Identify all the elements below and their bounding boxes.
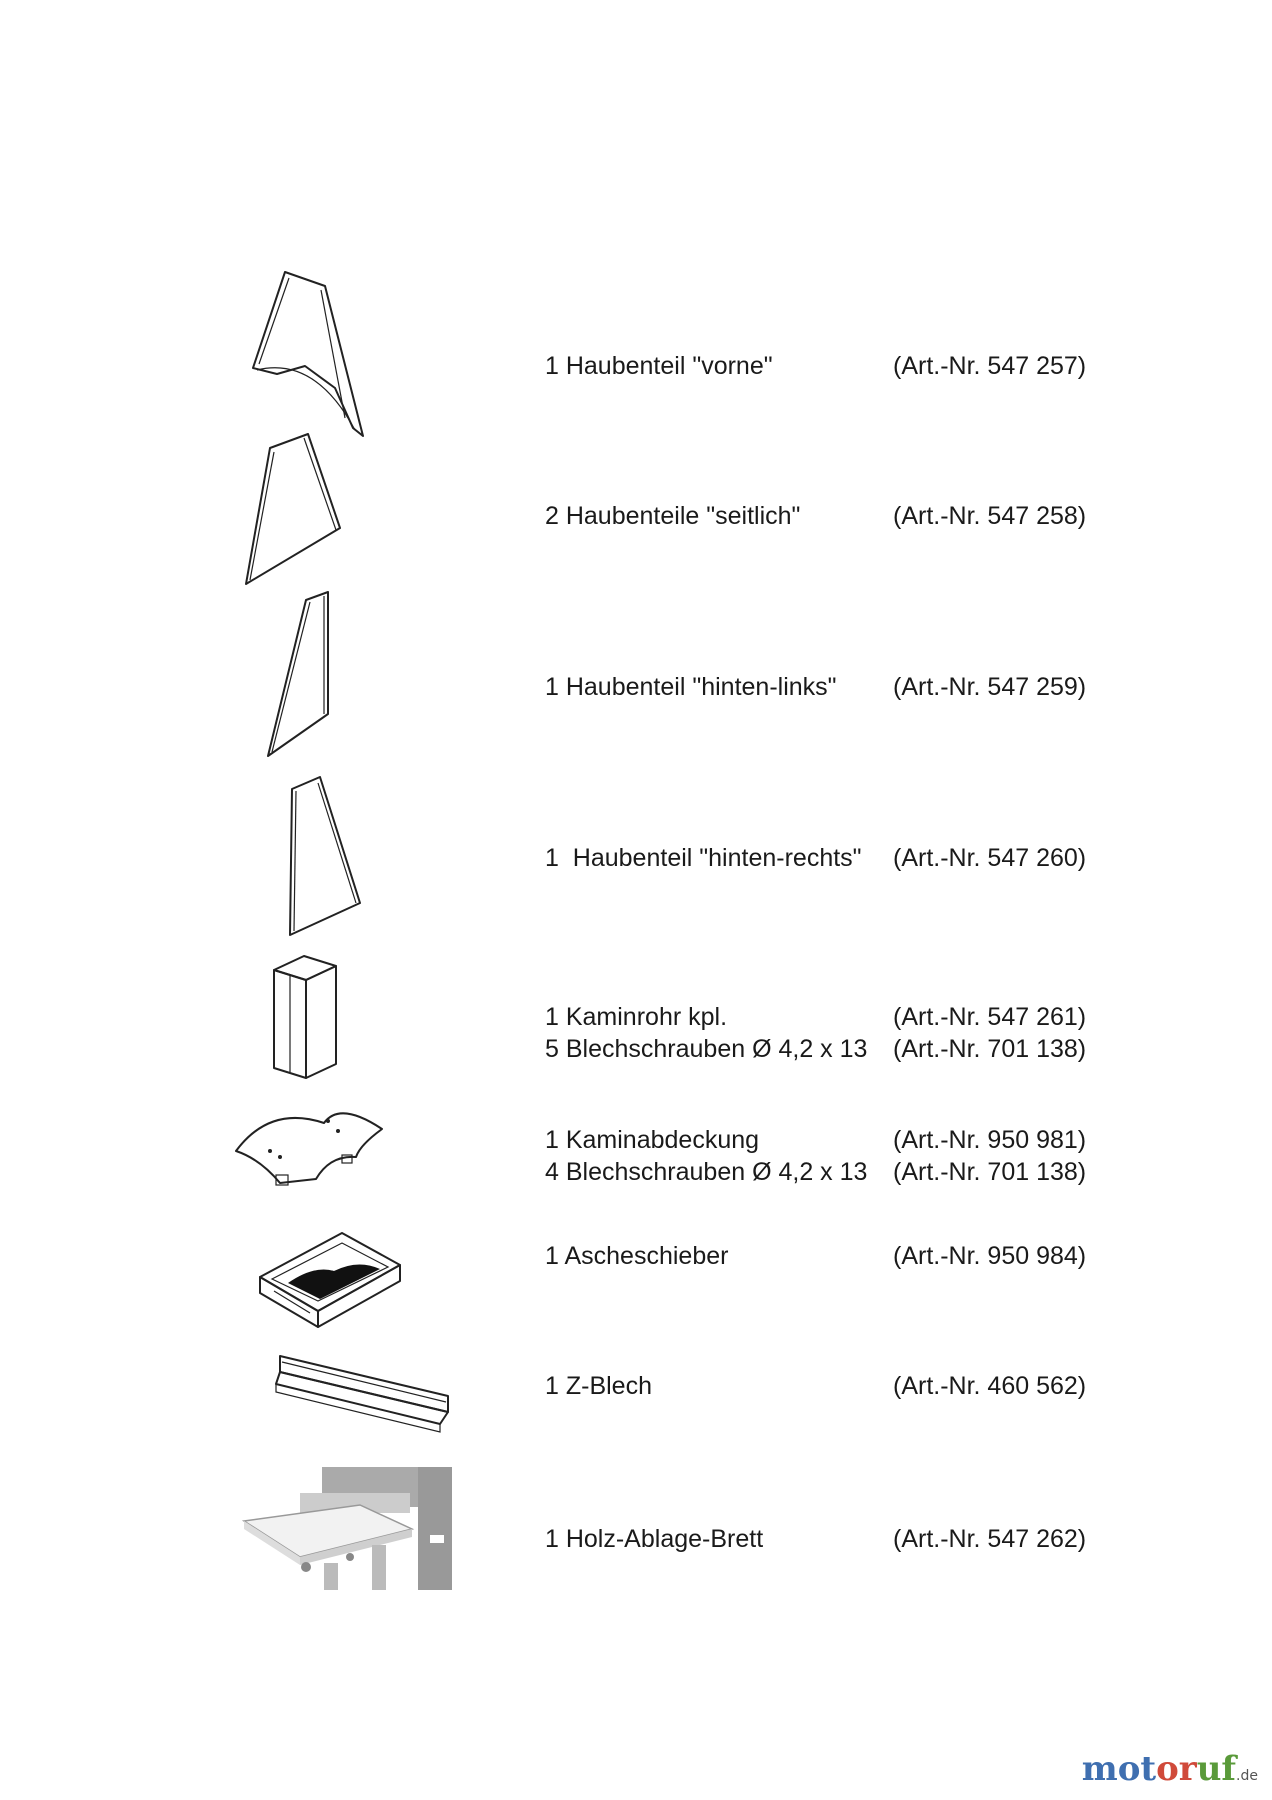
logo-part-1: mot — [1081, 1749, 1157, 1789]
part-desc: 1 Kaminabdeckung — [545, 1126, 760, 1154]
part-article-number: (Art.-Nr. 701 138) — [893, 1035, 1087, 1063]
haubenteil-vorne-illustration — [245, 268, 375, 443]
kaminabdeckung-illustration — [230, 1095, 390, 1195]
part-desc: 1 Ascheschieber — [545, 1242, 729, 1270]
kaminrohr-illustration — [268, 952, 343, 1082]
part-desc: 4 Blechschrauben Ø 4,2 x 13 — [545, 1158, 868, 1186]
ascheschieber-illustration — [254, 1225, 404, 1330]
part-article-number: (Art.-Nr. 547 260) — [893, 844, 1087, 872]
logo-tld: .de — [1236, 1768, 1258, 1784]
part-article-number: (Art.-Nr. 547 258) — [893, 502, 1087, 530]
motoruf-watermark-logo — [1082, 1749, 1258, 1796]
logo-part-3: uf — [1196, 1749, 1237, 1789]
part-article-number: (Art.-Nr. 460 562) — [893, 1372, 1087, 1400]
haubenteil-hinten-rechts-illustration — [282, 775, 367, 940]
part-desc: 1 Kaminrohr kpl. — [545, 1003, 728, 1031]
haubenteil-hinten-links-illustration — [262, 590, 337, 760]
part-article-number: (Art.-Nr. 701 138) — [893, 1158, 1087, 1186]
holz-ablage-brett-illustration — [240, 1465, 452, 1590]
part-desc: 1 Z-Blech — [545, 1372, 652, 1400]
part-article-number: (Art.-Nr. 547 259) — [893, 673, 1087, 701]
part-article-number: (Art.-Nr. 547 257) — [893, 352, 1087, 380]
part-article-number: (Art.-Nr. 950 981) — [893, 1126, 1087, 1154]
part-desc: 1 Haubenteil "vorne" — [545, 352, 773, 380]
part-article-number: (Art.-Nr. 950 984) — [893, 1242, 1087, 1270]
part-desc: 1 Haubenteil "hinten-rechts" — [545, 844, 862, 872]
part-desc: 1 Haubenteil "hinten-links" — [545, 673, 837, 701]
part-article-number: (Art.-Nr. 547 262) — [893, 1525, 1087, 1553]
part-desc: 1 Holz-Ablage-Brett — [545, 1525, 764, 1553]
part-article-number: (Art.-Nr. 547 261) — [893, 1003, 1087, 1031]
logo-part-2: or — [1156, 1749, 1197, 1789]
part-desc: 5 Blechschrauben Ø 4,2 x 13 — [545, 1035, 868, 1063]
z-blech-illustration — [272, 1350, 452, 1435]
haubenteil-seitlich-illustration — [240, 430, 350, 590]
part-desc: 2 Haubenteile "seitlich" — [545, 502, 801, 530]
